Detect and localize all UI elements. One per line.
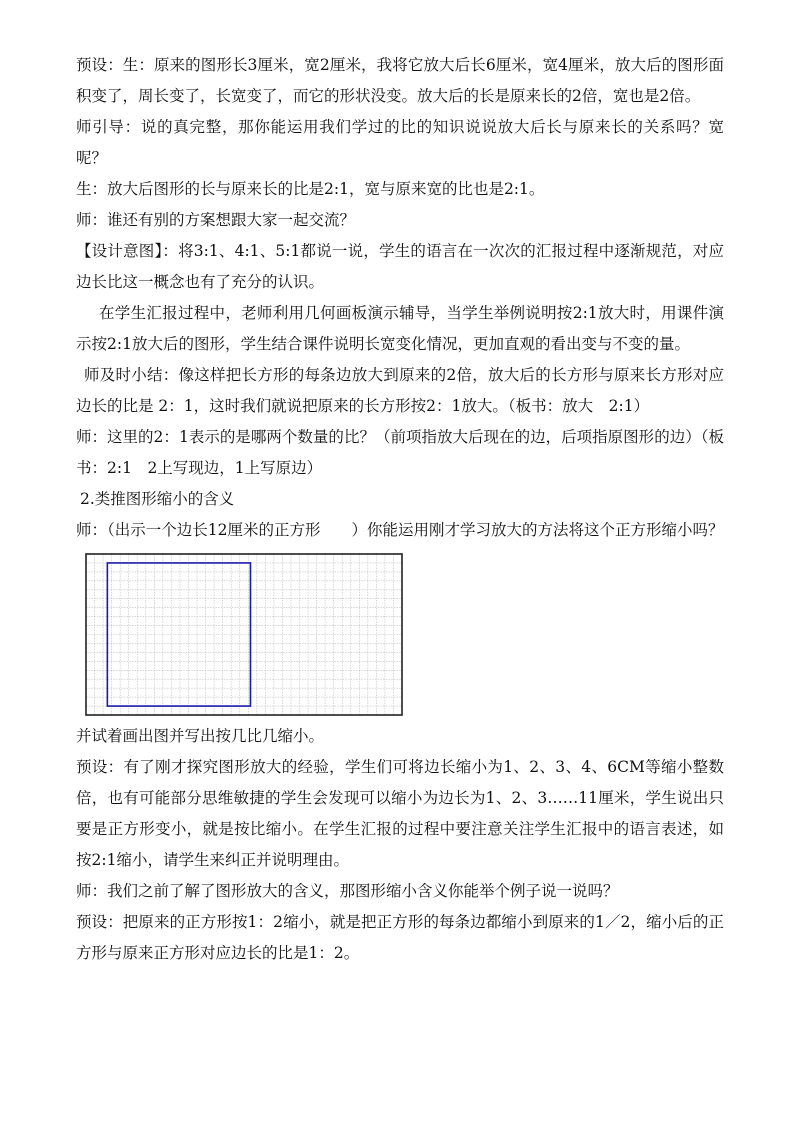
paragraph-demo: 在学生汇报过程中，老师利用几何画板演示辅导，当学生举例说明按2:1放大时，用课件演示按2:1放大后的图形，学生结合课件说明长宽变化情况，更加直观的看出变与不变的量。: [76, 304, 724, 353]
paragraph-teacher-guide: 师引导：说的真完整，那你能运用我们学过的比的知识说说放大后长与原来长的关系吗？宽呢？: [76, 118, 724, 167]
paragraph-preset-enlarge: 预设：生：原来的图形长3厘米，宽2厘米，我将它放大后长6厘米，宽4厘米，放大后的图形面积变了，周长变了，长宽变了，而它的形状没变。放大后的长是原来长的2倍，宽也是2倍。: [76, 56, 724, 105]
document-page: [76, 50, 724, 969]
paragraph-teacher-question: 师：谁还有别的方案想跟大家一起交流？: [76, 211, 356, 229]
paragraph-student-ratio: 生：放大后图形的长与原来长的比是2:1，宽与原来宽的比也是2:1。: [76, 180, 545, 198]
paragraph-design-intent: 【设计意图】：将3:1、4:1、5:1都说一说，学生的语言在一次次的汇报过程中逐渐规范，对应边长比这一概念也有了充分的认识。: [76, 242, 724, 291]
paragraph-teacher-shrink-question: 师：我们之前了解了图形放大的含义，那图形缩小含义你能举个例子说一说吗？: [76, 882, 619, 900]
paragraph-show-square: 师：（出示一个边长12厘米的正方形 ）你能运用刚才学习放大的方法将这个正方形缩小吗？: [76, 521, 724, 539]
grid-figure: [84, 552, 404, 717]
section-heading-shrink: 2.类推图形缩小的含义: [80, 490, 235, 508]
paragraph-preset-shrink: 预设：有了刚才探究图形放大的经验，学生们可将边长缩小为1、2、3、4、6CM等缩小整数倍，也有可能部分思维敏捷的学生会发现可以缩小为边长为1、2、3……11厘米，学生说出只要是正方形变小，就是按比缩小。在学生汇报的过程中要注意关注学生汇报中的语言表述，如按2:1缩小，请学生来纠正并说明理由。: [76, 758, 724, 869]
paragraph-draw-instruction: 并试着画出图并写出按几比几缩小。: [76, 727, 325, 745]
paragraph-preset-shrink-example: 预设：把原来的正方形按1：2缩小，就是把正方形的每条边都缩小到原来的1／2，缩小后的正方形与原来正方形对应边长的比是1：2。: [76, 913, 724, 962]
grid-square-diagram: [84, 552, 404, 717]
paragraph-ratio-meaning: 师：这里的2：1表示的是哪两个数量的比？（前项指放大后现在的边，后项指原图形的边）（板书：2:1 2上写现边，1上写原边）: [76, 428, 724, 477]
paragraph-summary: 师及时小结：像这样把长方形的每条边放大到原来的2倍，放大后的长方形与原来长方形对应边长的比是 2：1，这时我们就说把原来的长方形按2：1放大。（板书：放大 2:1）: [76, 366, 724, 415]
